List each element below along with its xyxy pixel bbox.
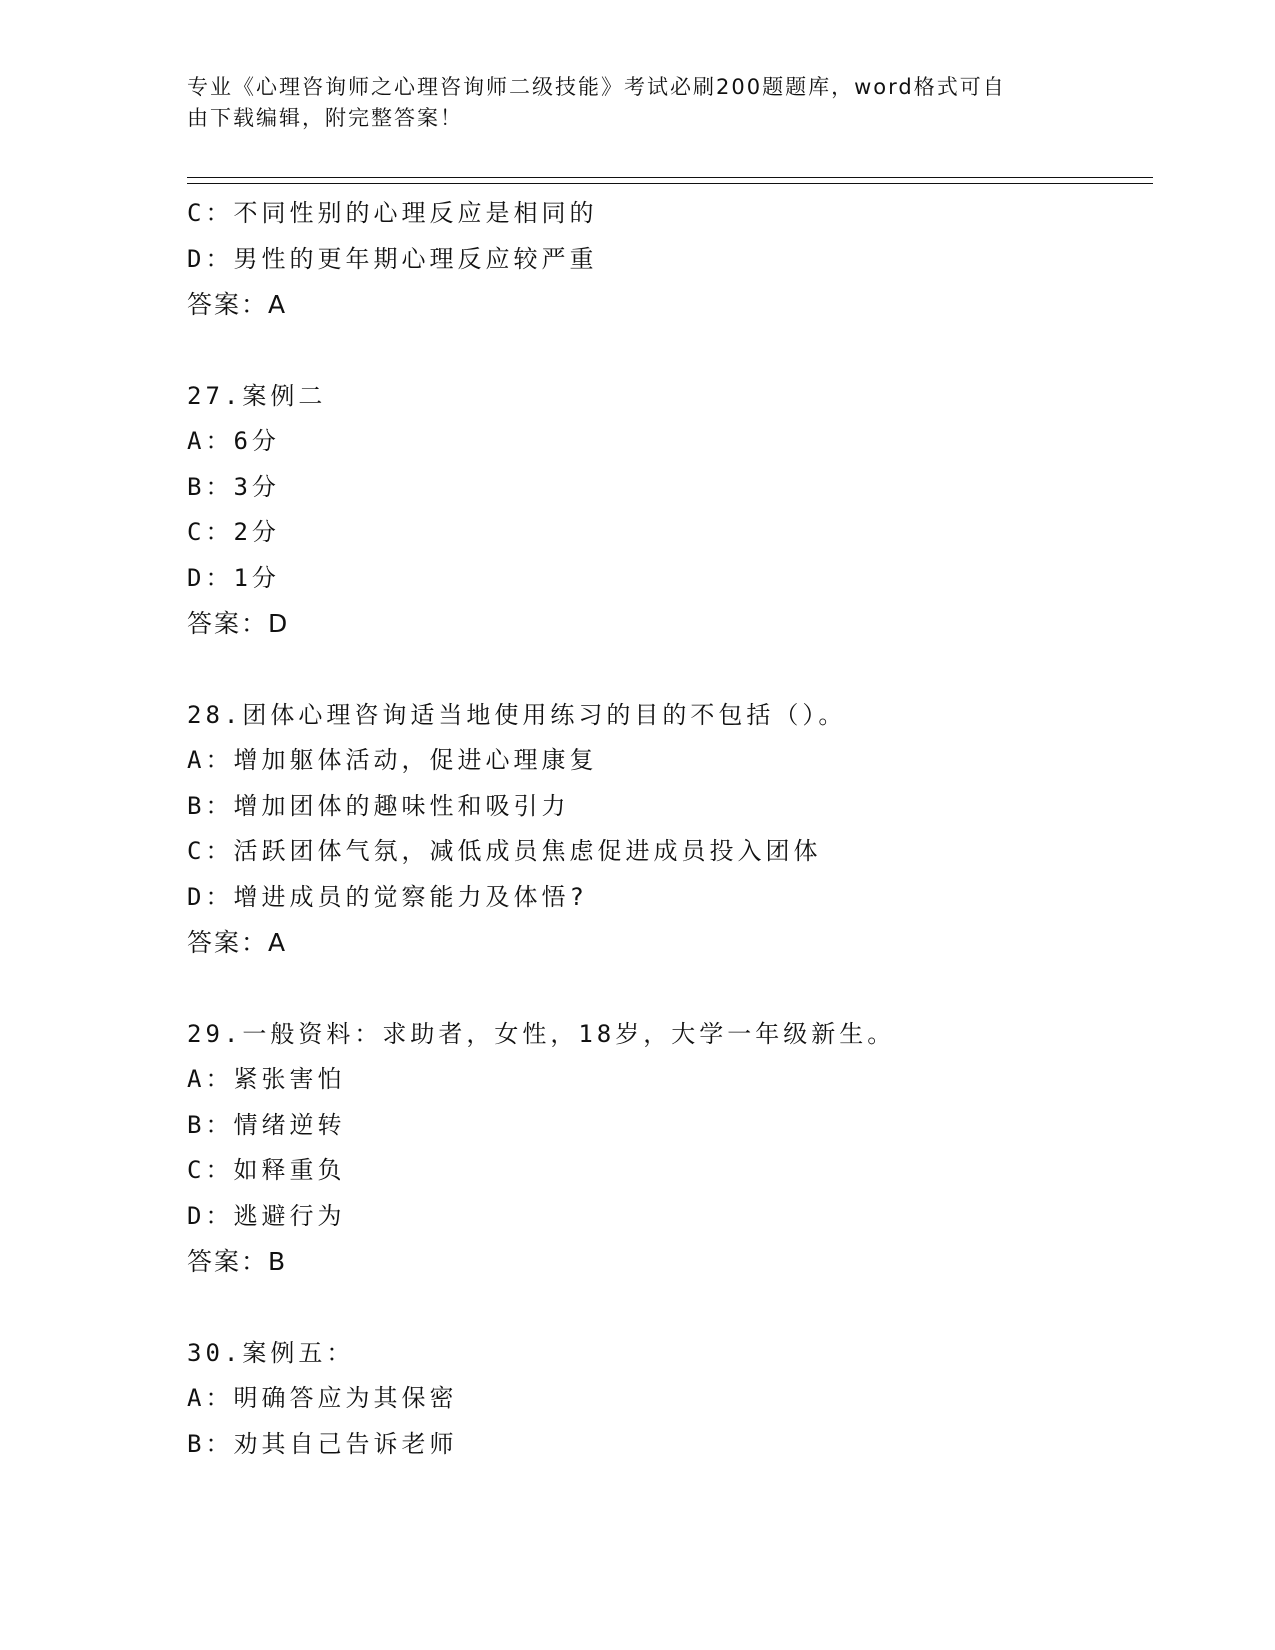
- header-line-1: 专业《心理咨询师之心理咨询师二级技能》考试必刷200题题库，word格式可自: [187, 75, 1006, 99]
- spacer: [187, 328, 1153, 374]
- answer-line: 答案：A: [187, 928, 288, 957]
- option-line: B：3分: [187, 472, 280, 501]
- question-stem: 28.团体心理咨询适当地使用练习的目的不包括（）。: [187, 700, 847, 729]
- answer-line: 答案：A: [187, 290, 288, 319]
- option-line: B：增加团体的趣味性和吸引力: [187, 791, 570, 820]
- question-stem: 27.案例二: [187, 381, 327, 410]
- document-header: [187, 72, 1067, 134]
- option-line: D：1分: [187, 563, 280, 592]
- option-line: A：明确答应为其保密: [187, 1384, 458, 1412]
- option-line: C：活跃团体气氛，减低成员焦虑促进成员投入团体: [187, 837, 822, 865]
- spacer: [187, 647, 1153, 693]
- option-line: D：逃避行为: [187, 1201, 346, 1230]
- option-line: D：男性的更年期心理反应较严重: [187, 244, 598, 273]
- option-line: D：增进成员的觉察能力及体悟?: [187, 882, 588, 911]
- question-stem: 29.一般资料：求助者，女性，18岁，大学一年级新生。: [187, 1019, 896, 1048]
- option-line: A：增加躯体活动，促进心理康复: [187, 746, 598, 774]
- option-line: C：2分: [187, 518, 280, 546]
- option-line: C：如释重负: [187, 1156, 346, 1184]
- header-divider-top: [187, 177, 1153, 178]
- spacer: [187, 1285, 1153, 1331]
- option-line: B：情绪逆转: [187, 1110, 346, 1139]
- header-divider-bottom: [187, 183, 1153, 184]
- answer-line: 答案：D: [187, 609, 290, 638]
- spacer: [187, 966, 1153, 1012]
- option-line: A：紧张害怕: [187, 1065, 346, 1093]
- question-stem: 30.案例五：: [187, 1338, 355, 1367]
- question-list: [187, 191, 1153, 1467]
- answer-line: 答案：B: [187, 1247, 288, 1276]
- option-line: B：劝其自己告诉老师: [187, 1429, 458, 1458]
- option-line: A：6分: [187, 427, 280, 455]
- option-line: C：不同性别的心理反应是相同的: [187, 199, 598, 227]
- header-line-2: 由下载编辑，附完整答案！: [187, 106, 463, 130]
